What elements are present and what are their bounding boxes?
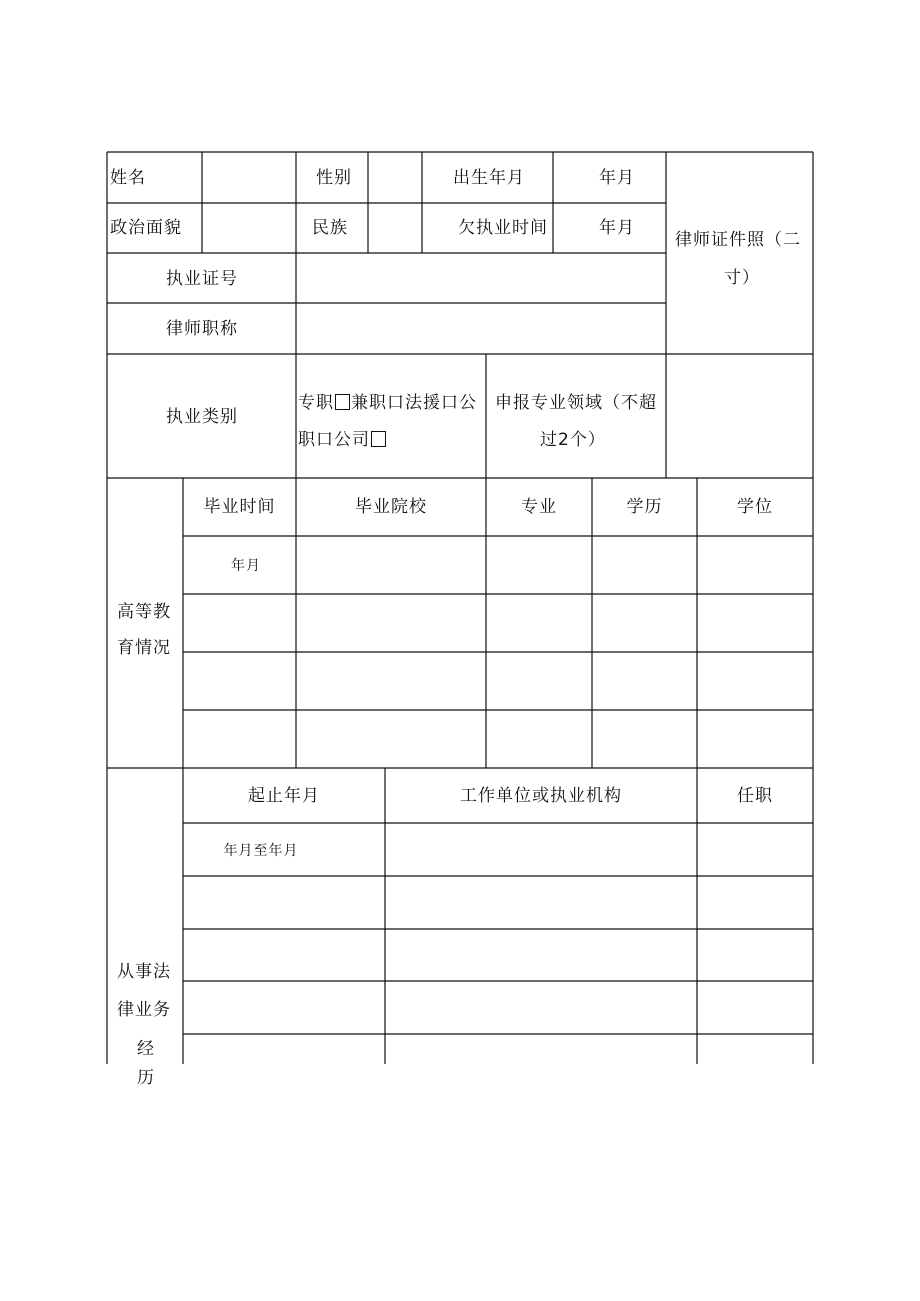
- birth-label: 出生年月: [453, 168, 525, 188]
- checkbox-company[interactable]: [371, 431, 386, 447]
- exp-header-position: 任职: [737, 786, 773, 806]
- gender-label: 性别: [316, 168, 352, 188]
- opt-legalaid-label: 法援口公: [405, 393, 477, 413]
- ethnic-label: 民族: [312, 218, 348, 238]
- field-label-line2: 过2个）: [540, 430, 606, 450]
- exp-header-period: 起止年月: [248, 786, 320, 806]
- edu-header-grad-time: 毕业时间: [203, 497, 276, 517]
- experience-section-line4: 历: [137, 1068, 155, 1088]
- experience-section-line1: 从事法: [117, 962, 171, 982]
- edu-header-degree: 学位: [737, 497, 773, 517]
- category-options-line1: [298, 392, 477, 414]
- category-label: 执业类别: [166, 407, 238, 427]
- edu-header-major: 专业: [521, 497, 557, 517]
- photo-label-line2: 寸）: [724, 268, 760, 288]
- experience-section-line3: 经: [137, 1039, 155, 1059]
- opt-company-label: 公司: [334, 430, 370, 450]
- field-label-line1: 申报专业领域（不超: [495, 393, 657, 413]
- edu-header-education: 学历: [626, 497, 663, 517]
- category-options-line2: [298, 429, 387, 451]
- opt-public-label: 职口: [298, 430, 334, 450]
- first-practice-label: 欠执业时间: [458, 218, 548, 238]
- checkbox-fulltime[interactable]: [335, 394, 350, 410]
- experience-section-line2: 律业务: [117, 1000, 171, 1020]
- opt-parttime-label: 兼职口: [351, 393, 405, 413]
- first-practice-value: 年月: [599, 218, 635, 238]
- license-label: 执业证号: [166, 269, 238, 289]
- opt-fulltime-label: 专职: [298, 393, 334, 413]
- exp-row1-period: 年月至年月: [223, 843, 299, 859]
- education-section-line2: 育情况: [117, 638, 171, 658]
- photo-label-line1: 律师证件照（二: [675, 230, 801, 250]
- education-section-line1: 高等教: [117, 602, 171, 622]
- political-label: 政治面貌: [110, 218, 182, 238]
- name-label: 姓名: [110, 168, 146, 188]
- exp-header-employer: 工作单位或执业机构: [460, 786, 622, 806]
- title-label: 律师职称: [166, 319, 238, 339]
- birth-value: 年月: [599, 168, 635, 188]
- edu-row1-date: 年月: [231, 558, 261, 574]
- edu-header-school: 毕业院校: [355, 497, 427, 517]
